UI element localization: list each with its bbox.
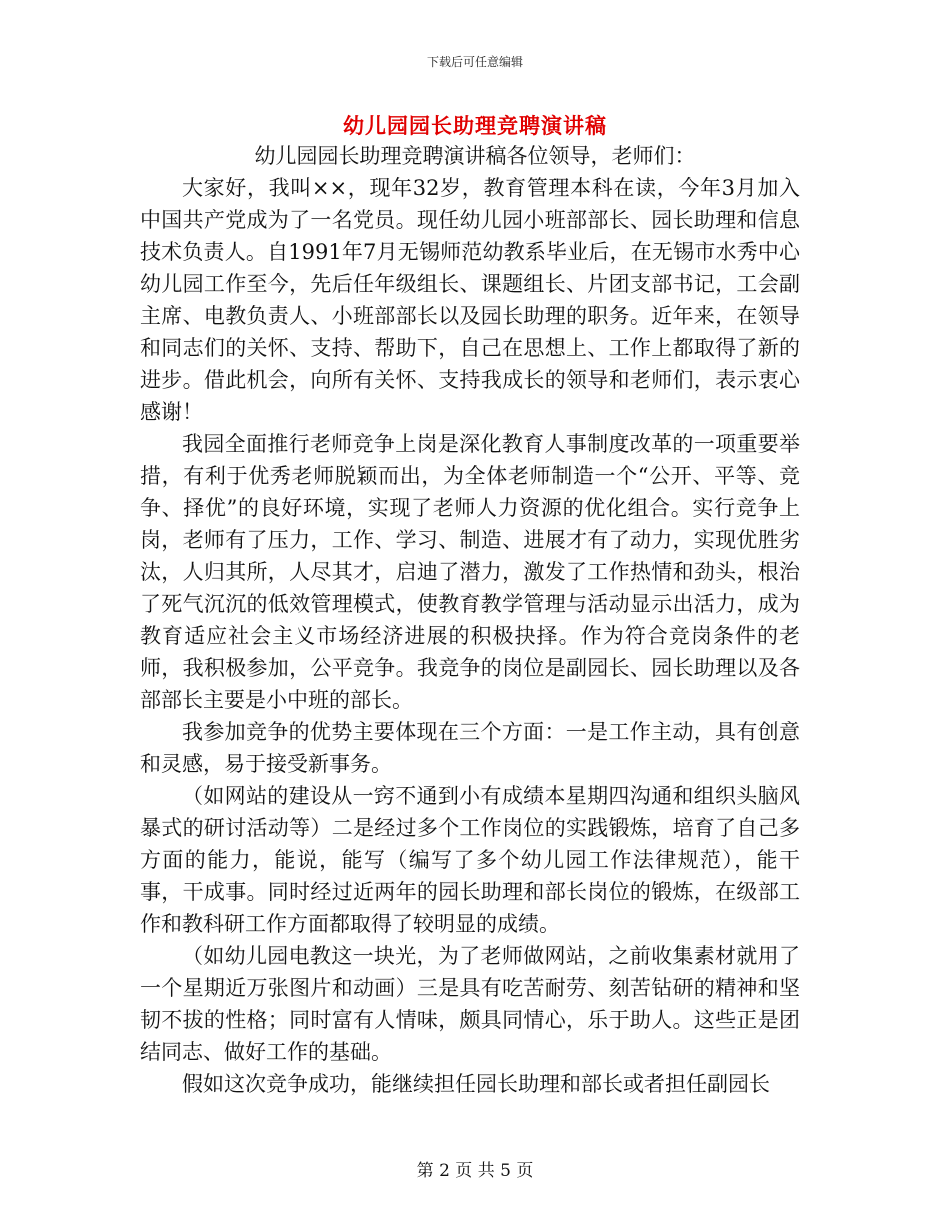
paragraph-reform: 我园全面推行老师竞争上岗是深化教育人事制度改革的一项重要举措，有利于优秀老师脱颖而出，为全体老师制造一个“公开、平等、竞争、择优”的良好环境，实现了老师人力资源的优化组合。实行竞争上岗，老师有了压力，工作、学习、制造、进展才有了动力，实现优胜劣汰，人归其所，人尽其才，启迪了潜力，激发了工作热情和劲头，根治了死气沉沉的低效管理模式，使教育教学管理与活动显示出活力，成为教育适应社会主义市场经济进展的积极抉择。作为符合竞岗条件的老师，我积极参加，公平竞争。我竞争的岗位是副园长、园长助理以及各部部长主要是小中班的部长。: [140, 432, 800, 712]
document-title: 幼儿园园长助理竞聘演讲稿: [343, 114, 607, 138]
page-number-footer: 第 2 页 共 5 页: [416, 1161, 534, 1181]
paragraph-advantages: 我参加竞争的优势主要体现在三个方面：一是工作主动，具有创意和灵感，易于接受新事务。: [140, 720, 800, 776]
document-body: [140, 172, 800, 1100]
paragraph-intro: 大家好，我叫××，现年32岁，教育管理本科在读，今年3月加入中国共产党成为了一名党员。现任幼儿园小班部部长、园长助理和信息技术负责人。自1991年7月无锡师范幼教系毕业后，在无锡市水秀中心幼儿园工作至今，先后任年级组长、课题组长、片团支部书记，工会副主席、电教负责人、小班部部长以及园长助理的职务。近年来，在领导和同志们的关怀、支持、帮助下，自己在思想上、工作上都取得了新的进步。借此机会，向所有关怀、支持我成长的领导和老师们，表示衷心感谢！: [140, 176, 800, 424]
paragraph-if-success: 假如这次竞争成功，能继续担任园长助理和部长或者担任副园长: [182, 1072, 770, 1096]
paragraph-example-website: （如网站的建设从一窍不通到小有成绩本星期四沟通和组织头脑风暴式的研讨活动等）二是经过多个工作岗位的实践锻炼，培育了自己多方面的能力，能说，能写（编写了多个幼儿园工作法律规范），能干事，干成事。同时经过近两年的园长助理和部长岗位的锻炼，在级部工作和教科研工作方面都取得了较明显的成绩。: [140, 784, 800, 936]
header-note: 下载后可任意编辑: [426, 55, 523, 69]
paragraph-example-media: （如幼儿园电教这一块光，为了老师做网站，之前收集素材就用了一个星期近万张图片和动画）三是具有吃苦耐劳、刻苦钻研的精神和坚韧不拔的性格；同时富有人情味，颇具同情心，乐于助人。这些正是团结同志、做好工作的基础。: [140, 944, 800, 1064]
document-subtitle: 幼儿园园长助理竞聘演讲稿各位领导，老师们：: [254, 144, 696, 168]
